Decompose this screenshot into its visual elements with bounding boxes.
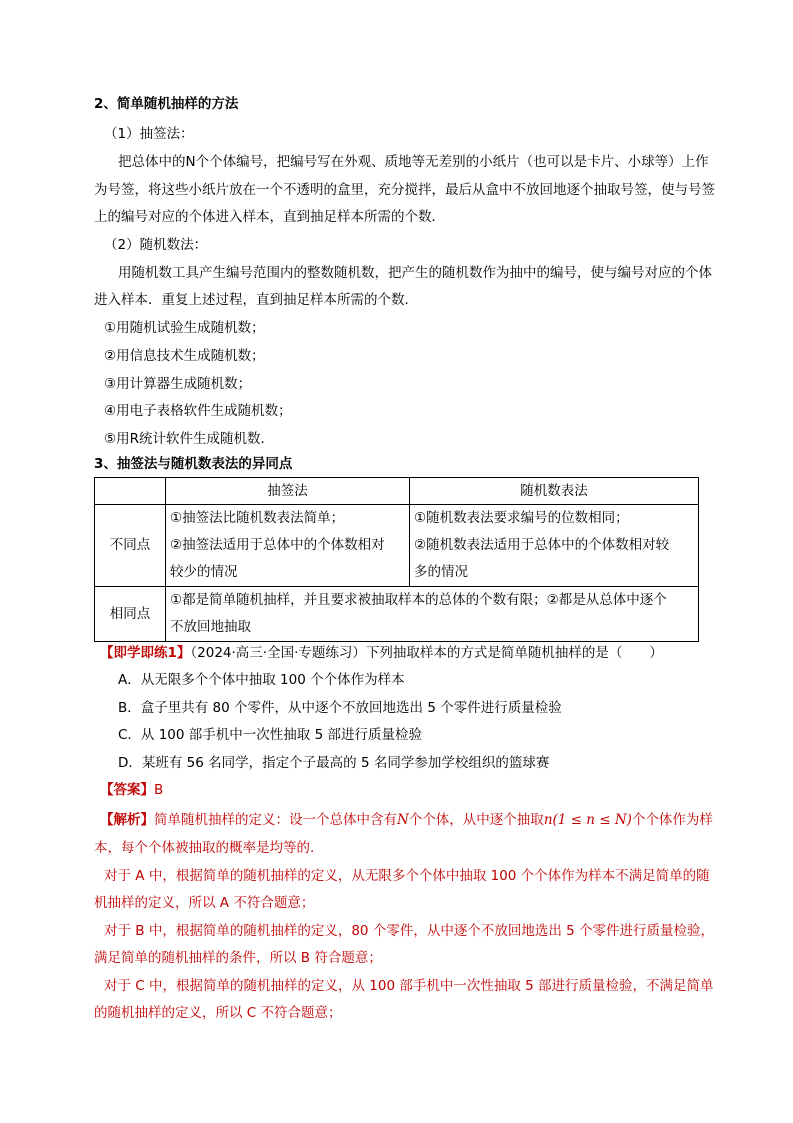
- comparison-table: [94, 477, 699, 642]
- analysis-line-1: 本，每个个体被抽取的概率是均等的.: [94, 840, 315, 856]
- option-a: A．从无限多个个体中抽取 100 个个体作为样本: [118, 672, 405, 688]
- exercise-source: （2024·高三·全国·专题练习）: [190, 645, 366, 661]
- table-row: [95, 587, 699, 642]
- method-item-3: ③用计算器生成随机数；: [104, 376, 252, 392]
- analysis-line-2: 对于 A 中，根据简单的随机抽样的定义，从无限多个个体中抽取 100 个个体作为样本不满足简单的随: [104, 868, 710, 884]
- analysis-text-a: 简单随机抽样的定义：设一个总体中含有: [154, 812, 397, 828]
- option-d: D．某班有 56 名同学，指定个子最高的 5 名同学参加学校组织的篮球赛: [118, 755, 550, 771]
- table-row: [95, 505, 699, 587]
- method2-line2: 进入样本．重复上述过程，直到抽足样本所需的个数．: [94, 292, 418, 308]
- cell-line: ②抽签法适用于总体中的个体数相对: [170, 537, 385, 553]
- analysis-text-b: 个个体，从中逐个抽取: [408, 812, 544, 828]
- row-label-different: 不同点: [95, 505, 166, 587]
- analysis-N: N: [397, 812, 409, 828]
- cell-line: 较少的情况: [170, 564, 238, 580]
- exercise-question: 下列抽取样本的方式是简单随机抽样的是（ ）: [365, 645, 663, 661]
- cell-random-diff: [410, 505, 699, 587]
- answer-tag: 【答案】: [100, 782, 154, 798]
- method1-line1: 把总体中的N个个体编号，把编号写在外观、质地等无差别的小纸片（也可以是卡片、小球等）上作: [118, 154, 709, 170]
- cell-line: ①都是简单随机抽样，并且要求被抽取样本的总体的个数有限；②都是从总体中逐个: [170, 592, 667, 608]
- cell-line: 不放回地抽取: [170, 619, 251, 635]
- analysis-line-5: 满足简单的随机抽样的条件，所以 B 符合题意；: [94, 950, 382, 966]
- table-header-col2: 随机数表法: [410, 478, 699, 505]
- analysis-line-7: 的随机抽样的定义，所以 C 不符合题意；: [94, 1005, 342, 1021]
- answer-value: B: [154, 782, 164, 798]
- row-label-same: 相同点: [95, 587, 166, 642]
- method-item-5: ⑤用R统计软件生成随机数．: [104, 431, 274, 447]
- cell-line: 多的情况: [414, 564, 468, 580]
- answer-line: [100, 780, 163, 800]
- table-corner-cell: [95, 478, 166, 505]
- analysis-line-3: 机抽样的定义，所以 A 不符合题意；: [94, 895, 315, 911]
- section3-heading: 3、抽签法与随机数表法的异同点: [94, 456, 293, 472]
- cell-line: ①随机数表法要求编号的位数相同；: [414, 510, 629, 526]
- exercise-question-line: [100, 643, 663, 663]
- cell-line: ②随机数表法适用于总体中的个体数相对较: [414, 537, 670, 553]
- option-c: C．从 100 部手机中一次性抽取 5 部进行质量检验: [118, 727, 422, 743]
- analysis-text-c: 个个体作为样: [631, 812, 713, 828]
- table-header-col1: 抽签法: [166, 478, 410, 505]
- method1-heading: （1）抽签法：: [104, 126, 194, 142]
- exercise-tag: 【即学即练1】: [100, 645, 191, 661]
- cell-lottery-diff: [166, 505, 410, 587]
- section2-heading: 2、简单随机抽样的方法: [94, 96, 239, 112]
- cell-same: [166, 587, 699, 642]
- method1-line3: 上的编号对应的个体进入样本，直到抽足样本所需的个数．: [94, 209, 445, 225]
- method-item-4: ④用电子表格软件生成随机数；: [104, 403, 292, 419]
- method-item-2: ②用信息技术生成随机数；: [104, 348, 265, 364]
- cell-line: ①抽签法比随机数表法简单；: [170, 510, 345, 526]
- method-item-1: ①用随机试验生成随机数；: [104, 320, 265, 336]
- analysis-line-6: 对于 C 中，根据简单的随机抽样的定义，从 100 部手机中一次性抽取 5 部进行质量检验，不满足简单: [104, 978, 714, 994]
- method1-line2: 为号签，将这些小纸片放在一个不透明的盒里，充分搅拌，最后从盒中不放回地逐个抽取号签，使与号签: [94, 182, 715, 198]
- analysis-first-line: [100, 810, 713, 830]
- analysis-formula: n(1 ≤ n ≤ N): [543, 812, 632, 828]
- method2-heading: （2）随机数法：: [104, 237, 208, 253]
- option-b: B．盒子里共有 80 个零件，从中逐个不放回地选出 5 个零件进行质量检验: [118, 700, 562, 716]
- table-header-row: [95, 478, 699, 505]
- method2-line1: 用随机数工具产生编号范围内的整数随机数，把产生的随机数作为抽中的编号，使与编号对应的个体: [118, 265, 712, 281]
- analysis-tag: 【解析】: [100, 812, 154, 828]
- analysis-line-4: 对于 B 中，根据简单的随机抽样的定义，80 个零件，从中逐个不放回地选出 5 个零件进行质量检验，: [104, 923, 714, 939]
